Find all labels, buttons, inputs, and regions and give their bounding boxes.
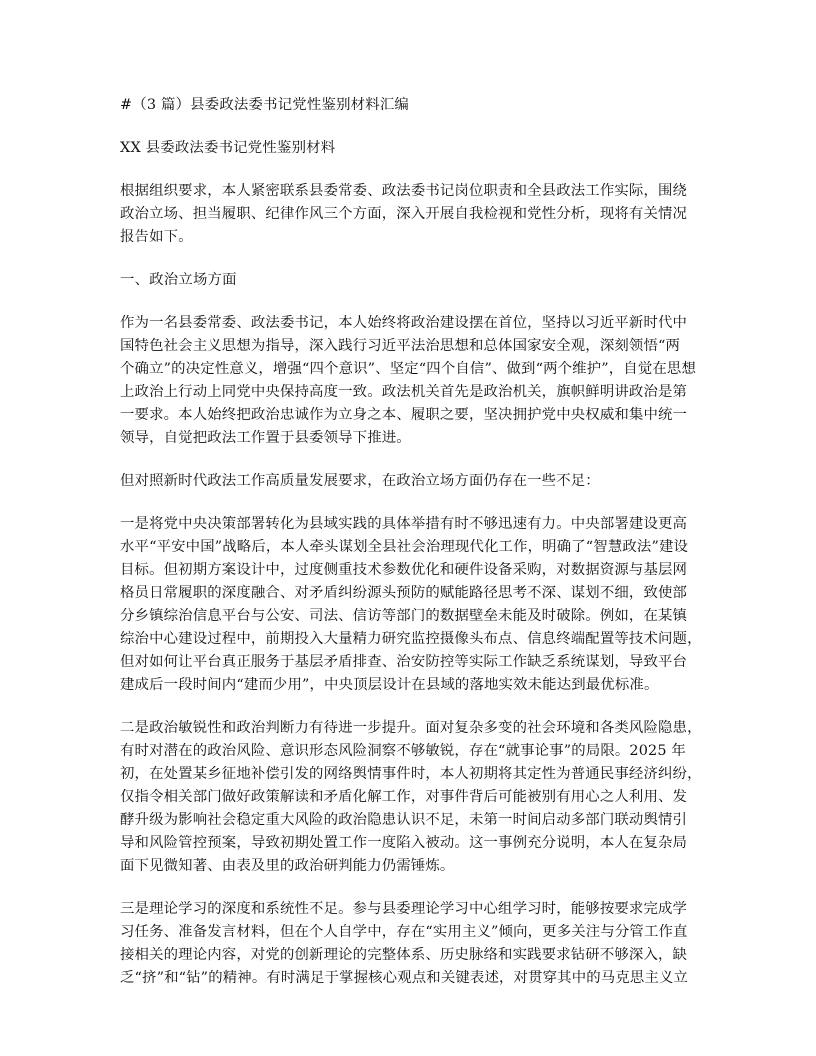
paragraph-line: 报告如下。 <box>120 229 193 245</box>
document-heading <box>120 94 700 117</box>
subheading-line: XX 县委政法委书记党性鉴别材料 <box>120 140 336 156</box>
paragraph-line: 仅指令相关部门做好政策解读和矛盾化解工作，对事件背后可能被别有用心之人利用、发 <box>120 789 688 805</box>
paragraph-line: 个确立”的决定性意义，增强“四个意识”、坚定“四个自信”、做到“两个维护”，自觉在思想 <box>120 361 697 377</box>
paragraph-line: 二是政治敏锐性和政治判断力有待进一步提升。面对复杂多变的社会环境和各类风险隐患， <box>120 720 702 736</box>
paragraph-line: 水平“平安中国”战略后，本人牵头谋划全县社会治理现代化工作，明确了“智慧政法”建设 <box>120 539 689 555</box>
paragraph-line: 综治中心建设过程中，前期投入大量精力研究监控摄像头布点、信息终端配置等技术问题， <box>120 631 702 647</box>
paragraph-line: 作为一名县委常委、政法委书记，本人始终将政治建设摆在首位，坚持以习近平新时代中 <box>120 315 688 331</box>
section-1-paragraph <box>120 312 700 450</box>
paragraph-line: 面下见微知著、由表及里的政治研判能力仍需锤炼。 <box>120 858 455 874</box>
paragraph-line: 一要求。本人始终把政治忠诚作为立身之本、履职之要，坚决拥护党中央权威和集中统一 <box>120 407 688 423</box>
paragraph-line: 初，在处置某乡征地补偿引发的网络舆情事件时，本人初期将其定性为普通民事经济纠纷， <box>120 766 702 782</box>
point-1-paragraph <box>120 513 700 697</box>
shortfall-intro-paragraph <box>120 470 700 493</box>
paragraph-line: 但对照新时代政法工作高质量发展要求，在政治立场方面仍存在一些不足： <box>120 473 600 489</box>
paragraph-line: 建成后一段时间内“建而少用”，中央顶层设计在县域的落地实效未能达到最优标准。 <box>120 677 659 693</box>
paragraph-line: 乏“挤”和“钻”的精神。有时满足于掌握核心观点和关键表述，对贯穿其中的马克思主义立 <box>120 970 689 986</box>
paragraph-line: 领导，自觉把政法工作置于县委领导下推进。 <box>120 430 411 446</box>
paragraph-line: 有时对潜在的政治风险、意识形态风险洞察不够敏锐，存在“就事论事”的局限。2025 年 <box>120 743 686 759</box>
intro-paragraph <box>120 180 700 249</box>
point-2-paragraph <box>120 717 700 878</box>
section-title-line: 一、政治立场方面 <box>120 272 237 288</box>
paragraph-line: 一是将党中央决策部署转化为县域实践的具体举措有时不够迅速有力。中央部署建设更高 <box>120 516 688 532</box>
section-1-heading <box>120 269 700 292</box>
point-3-paragraph <box>120 898 700 990</box>
paragraph-line: 格员日常履职的深度融合、对矛盾纠纷源头预防的赋能路径思考不深、谋划不细，致使部 <box>120 585 688 601</box>
paragraph-line: 酵升级为影响社会稳定重大风险的政治隐患认识不足，未第一时间启动多部门联动舆情引 <box>120 812 688 828</box>
paragraph-line: 根据组织要求，本人紧密联系县委常委、政法委书记岗位职责和全县政法工作实际，围绕 <box>120 183 688 199</box>
document-page <box>120 94 700 1010</box>
paragraph-line: 习任务、准备发言材料，但在个人自学中，存在“实用主义”倾向，更多关注与分管工作直 <box>120 924 688 940</box>
paragraph-line: 国特色社会主义思想为指导，深入践行习近平法治思想和总体国家安全观，深刻领悟“两 <box>120 338 681 354</box>
paragraph-line: 目标。但初期方案设计中，过度侧重技术参数优化和硬件设备采购，对数据资源与基层网 <box>120 562 688 578</box>
paragraph-line: 接相关的理论内容，对党的创新理论的完整体系、历史脉络和实践要求钻研不够深入，缺 <box>120 947 688 963</box>
paragraph-line: 但对如何让平台真正服务于基层矛盾排查、治安防控等实际工作缺乏系统谋划，导致平台 <box>120 654 688 670</box>
paragraph-line: 三是理论学习的深度和系统性不足。参与县委理论学习中心组学习时，能够按要求完成学 <box>120 901 688 917</box>
paragraph-line: 政治立场、担当履职、纪律作风三个方面，深入开展自我检视和党性分析，现将有关情况 <box>120 206 688 222</box>
paragraph-line: 上政治上行动上同党中央保持高度一致。政法机关首先是政治机关，旗帜鲜明讲政治是第 <box>120 384 688 400</box>
heading-line: #（3 篇）县委政法委书记党性鉴别材料汇编 <box>120 97 410 113</box>
document-subheading <box>120 137 700 160</box>
paragraph-line: 导和风险管控预案，导致初期处置工作一度陷入被动。这一事例充分说明，本人在复杂局 <box>120 835 688 851</box>
paragraph-line: 分乡镇综治信息平台与公安、司法、信访等部门的数据壁垒未能及时破除。例如，在某镇 <box>120 608 688 624</box>
